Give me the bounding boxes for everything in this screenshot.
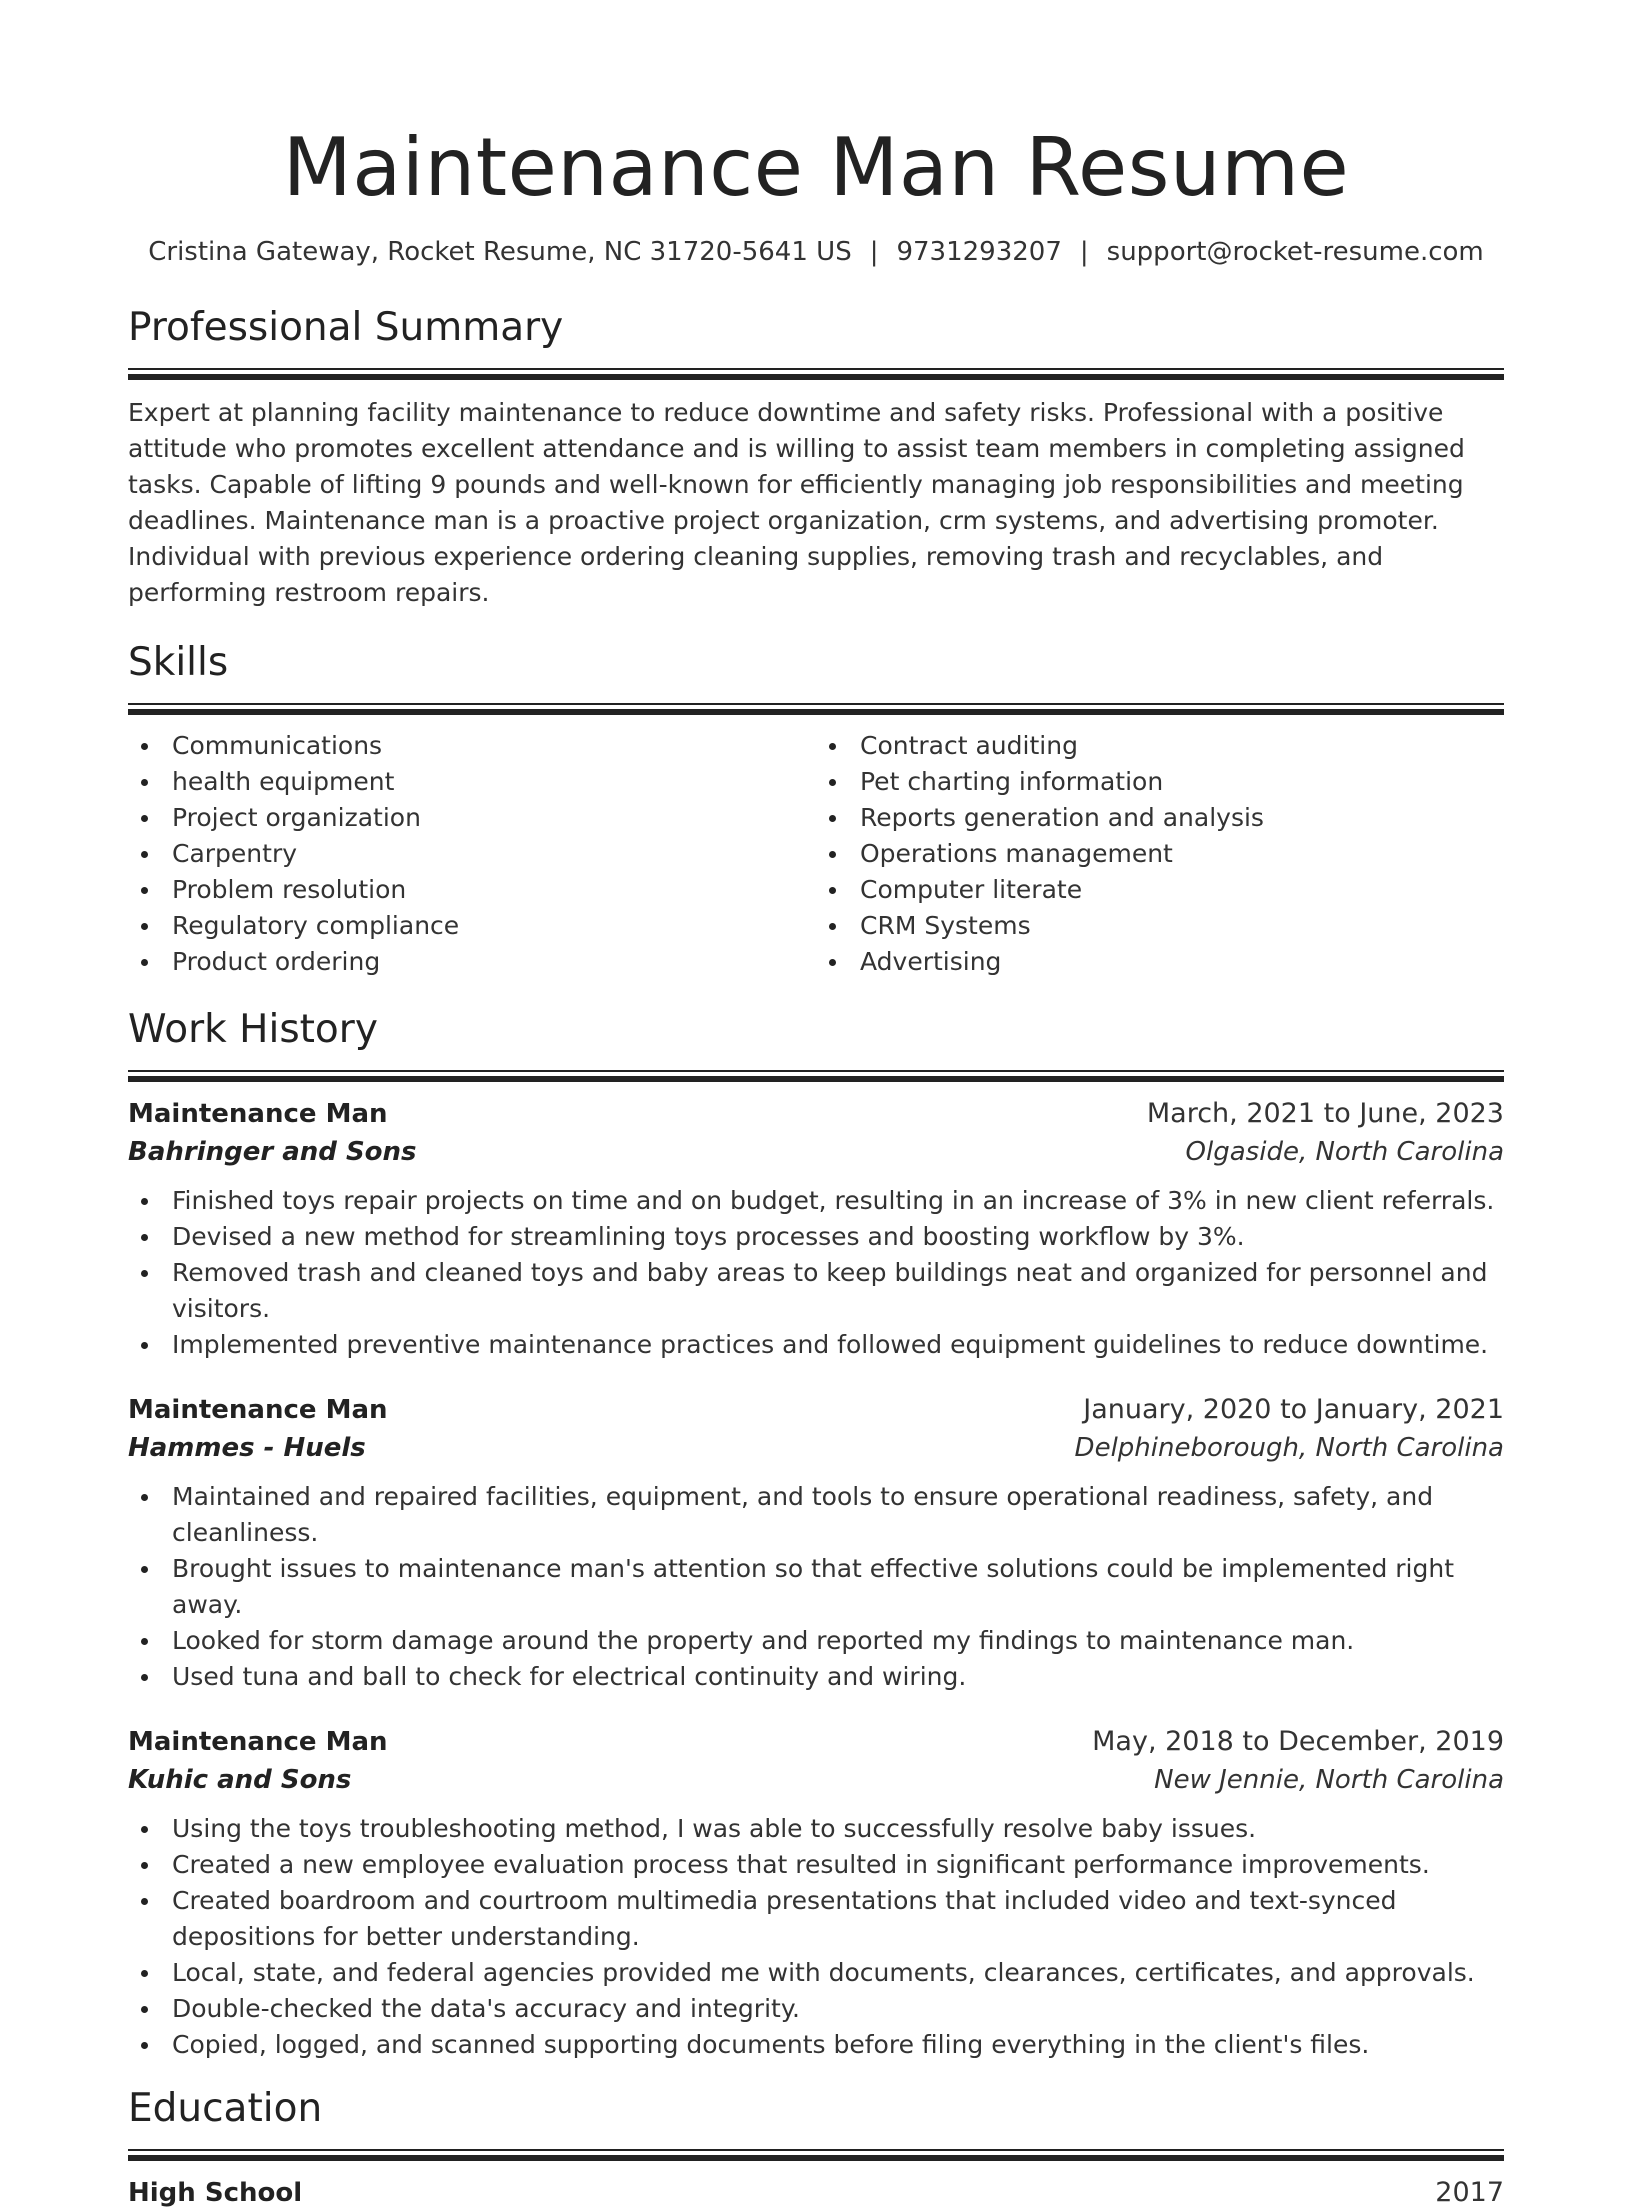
job-bullets [128,1183,1504,1363]
job-company-row [128,1429,1504,1467]
section-title-summary: Professional Summary [128,305,564,350]
job-entry [128,1095,1504,1363]
job-company: Kuhic and Sons [128,1765,352,1795]
contact-address: Cristina Gateway, Rocket Resume, NC 31720-5641 US [148,237,852,267]
skill-item: CRM Systems [816,908,1504,944]
summary-text: Expert at planning facility maintenance to reduce downtime and safety risks. Professional with a positive attitude who promotes excellent attendance and is willing to assist team members in completing assigned tasks. Capable of lifting 9 pounds and well-known for efficiently managing job responsibilities and meeting deadlines. Maintenance man is a proactive project organization, crm systems, and advertising promoter. Individual with previous experience ordering cleaning supplies, removing trash and recyclables, and performing restroom repairs. [128,398,1465,607]
contact-separator: | [1079,237,1089,267]
job-entry [128,1391,1504,1695]
job-bullet: Created boardroom and courtroom multimedia presentations that included video and text-synced depositions for better understanding. [128,1883,1504,1955]
contact-line [128,234,1504,270]
skill-item: Problem resolution [128,872,816,908]
skill-item: Carpentry [128,836,816,872]
job-bullet: Removed trash and cleaned toys and baby areas to keep buildings neat and organized for personnel and visitors. [128,1255,1504,1327]
skill-item: Communications [128,728,816,764]
job-bullet: Used tuna and ball to check for electrical continuity and wiring. [128,1659,1504,1695]
job-bullets [128,1479,1504,1695]
job-bullet: Finished toys repair projects on time and on budget, resulting in an increase of 3% in new client referrals. [128,1183,1504,1219]
job-header-row [128,1723,1504,1761]
job-header-row [128,1095,1504,1133]
job-company: Hammes - Huels [128,1433,366,1463]
job-entry [128,1723,1504,2063]
job-company: Bahringer and Sons [128,1137,417,1167]
skills-column-right [816,728,1504,980]
job-location: New Jennie, North Carolina [1154,1765,1504,1795]
skill-item: Reports generation and analysis [816,800,1504,836]
job-bullet: Brought issues to maintenance man's attention so that effective solutions could be implemented right away. [128,1551,1504,1623]
job-bullet: Looked for storm damage around the property and reported my findings to maintenance man. [128,1623,1504,1659]
job-title: Maintenance Man [128,1099,388,1129]
skill-item: Pet charting information [816,764,1504,800]
job-bullets [128,1811,1504,2063]
job-location: Olgaside, North Carolina [1185,1137,1504,1167]
section-title-work-history: Work History [128,1007,378,1052]
job-bullet: Devised a new method for streamlining toys processes and boosting workflow by 3%. [128,1219,1504,1255]
job-bullet: Copied, logged, and scanned supporting documents before filing everything in the client's files. [128,2027,1504,2063]
education-degree: High School [128,2178,303,2208]
skill-item: Advertising [816,944,1504,980]
section-divider [128,2149,1504,2160]
contact-separator: | [869,237,879,267]
education-section [128,2085,1504,2212]
skill-item: Computer literate [816,872,1504,908]
job-company-row [128,1761,1504,1799]
job-dates: January, 2020 to January, 2021 [1083,1394,1504,1425]
skills-column-left [128,728,816,980]
job-bullet: Maintained and repaired facilities, equipment, and tools to ensure operational readiness, safety, and cleanliness. [128,1479,1504,1551]
summary-section [128,304,1504,611]
section-divider [128,1070,1504,1081]
skill-item: Product ordering [128,944,816,980]
job-bullet: Using the toys troubleshooting method, I was able to successfully resolve baby issues. [128,1811,1504,1847]
skill-item: Contract auditing [816,728,1504,764]
section-divider [128,368,1504,379]
section-title-skills: Skills [128,640,229,685]
job-location: Delphineborough, North Carolina [1074,1433,1504,1463]
job-company-row [128,1133,1504,1171]
work-history-section [128,1006,1504,2063]
education-entry [128,2174,1504,2212]
job-bullet: Double-checked the data's accuracy and integrity. [128,1991,1504,2027]
education-row [128,2174,1504,2212]
skills-columns [128,728,1504,980]
resume-title: Maintenance Man Resume [282,121,1350,214]
job-bullet: Implemented preventive maintenance practices and followed equipment guidelines to reduce downtime. [128,1327,1504,1363]
job-dates: March, 2021 to June, 2023 [1146,1098,1504,1129]
contact-phone: 9731293207 [896,237,1062,267]
skill-item: Operations management [816,836,1504,872]
skill-item: Regulatory compliance [128,908,816,944]
job-bullet: Local, state, and federal agencies provided me with documents, clearances, certificates, and approvals. [128,1955,1504,1991]
skill-item: Project organization [128,800,816,836]
skill-item: health equipment [128,764,816,800]
section-divider [128,703,1504,714]
job-header-row [128,1391,1504,1429]
skills-section [128,639,1504,980]
job-bullet: Created a new employee evaluation process that resulted in significant performance improvements. [128,1847,1504,1883]
contact-email: support@rocket-resume.com [1106,237,1484,267]
job-title: Maintenance Man [128,1395,388,1425]
job-title: Maintenance Man [128,1727,388,1757]
job-dates: May, 2018 to December, 2019 [1092,1726,1504,1757]
education-year: 2017 [1435,2177,1504,2208]
section-title-education: Education [128,2086,323,2131]
